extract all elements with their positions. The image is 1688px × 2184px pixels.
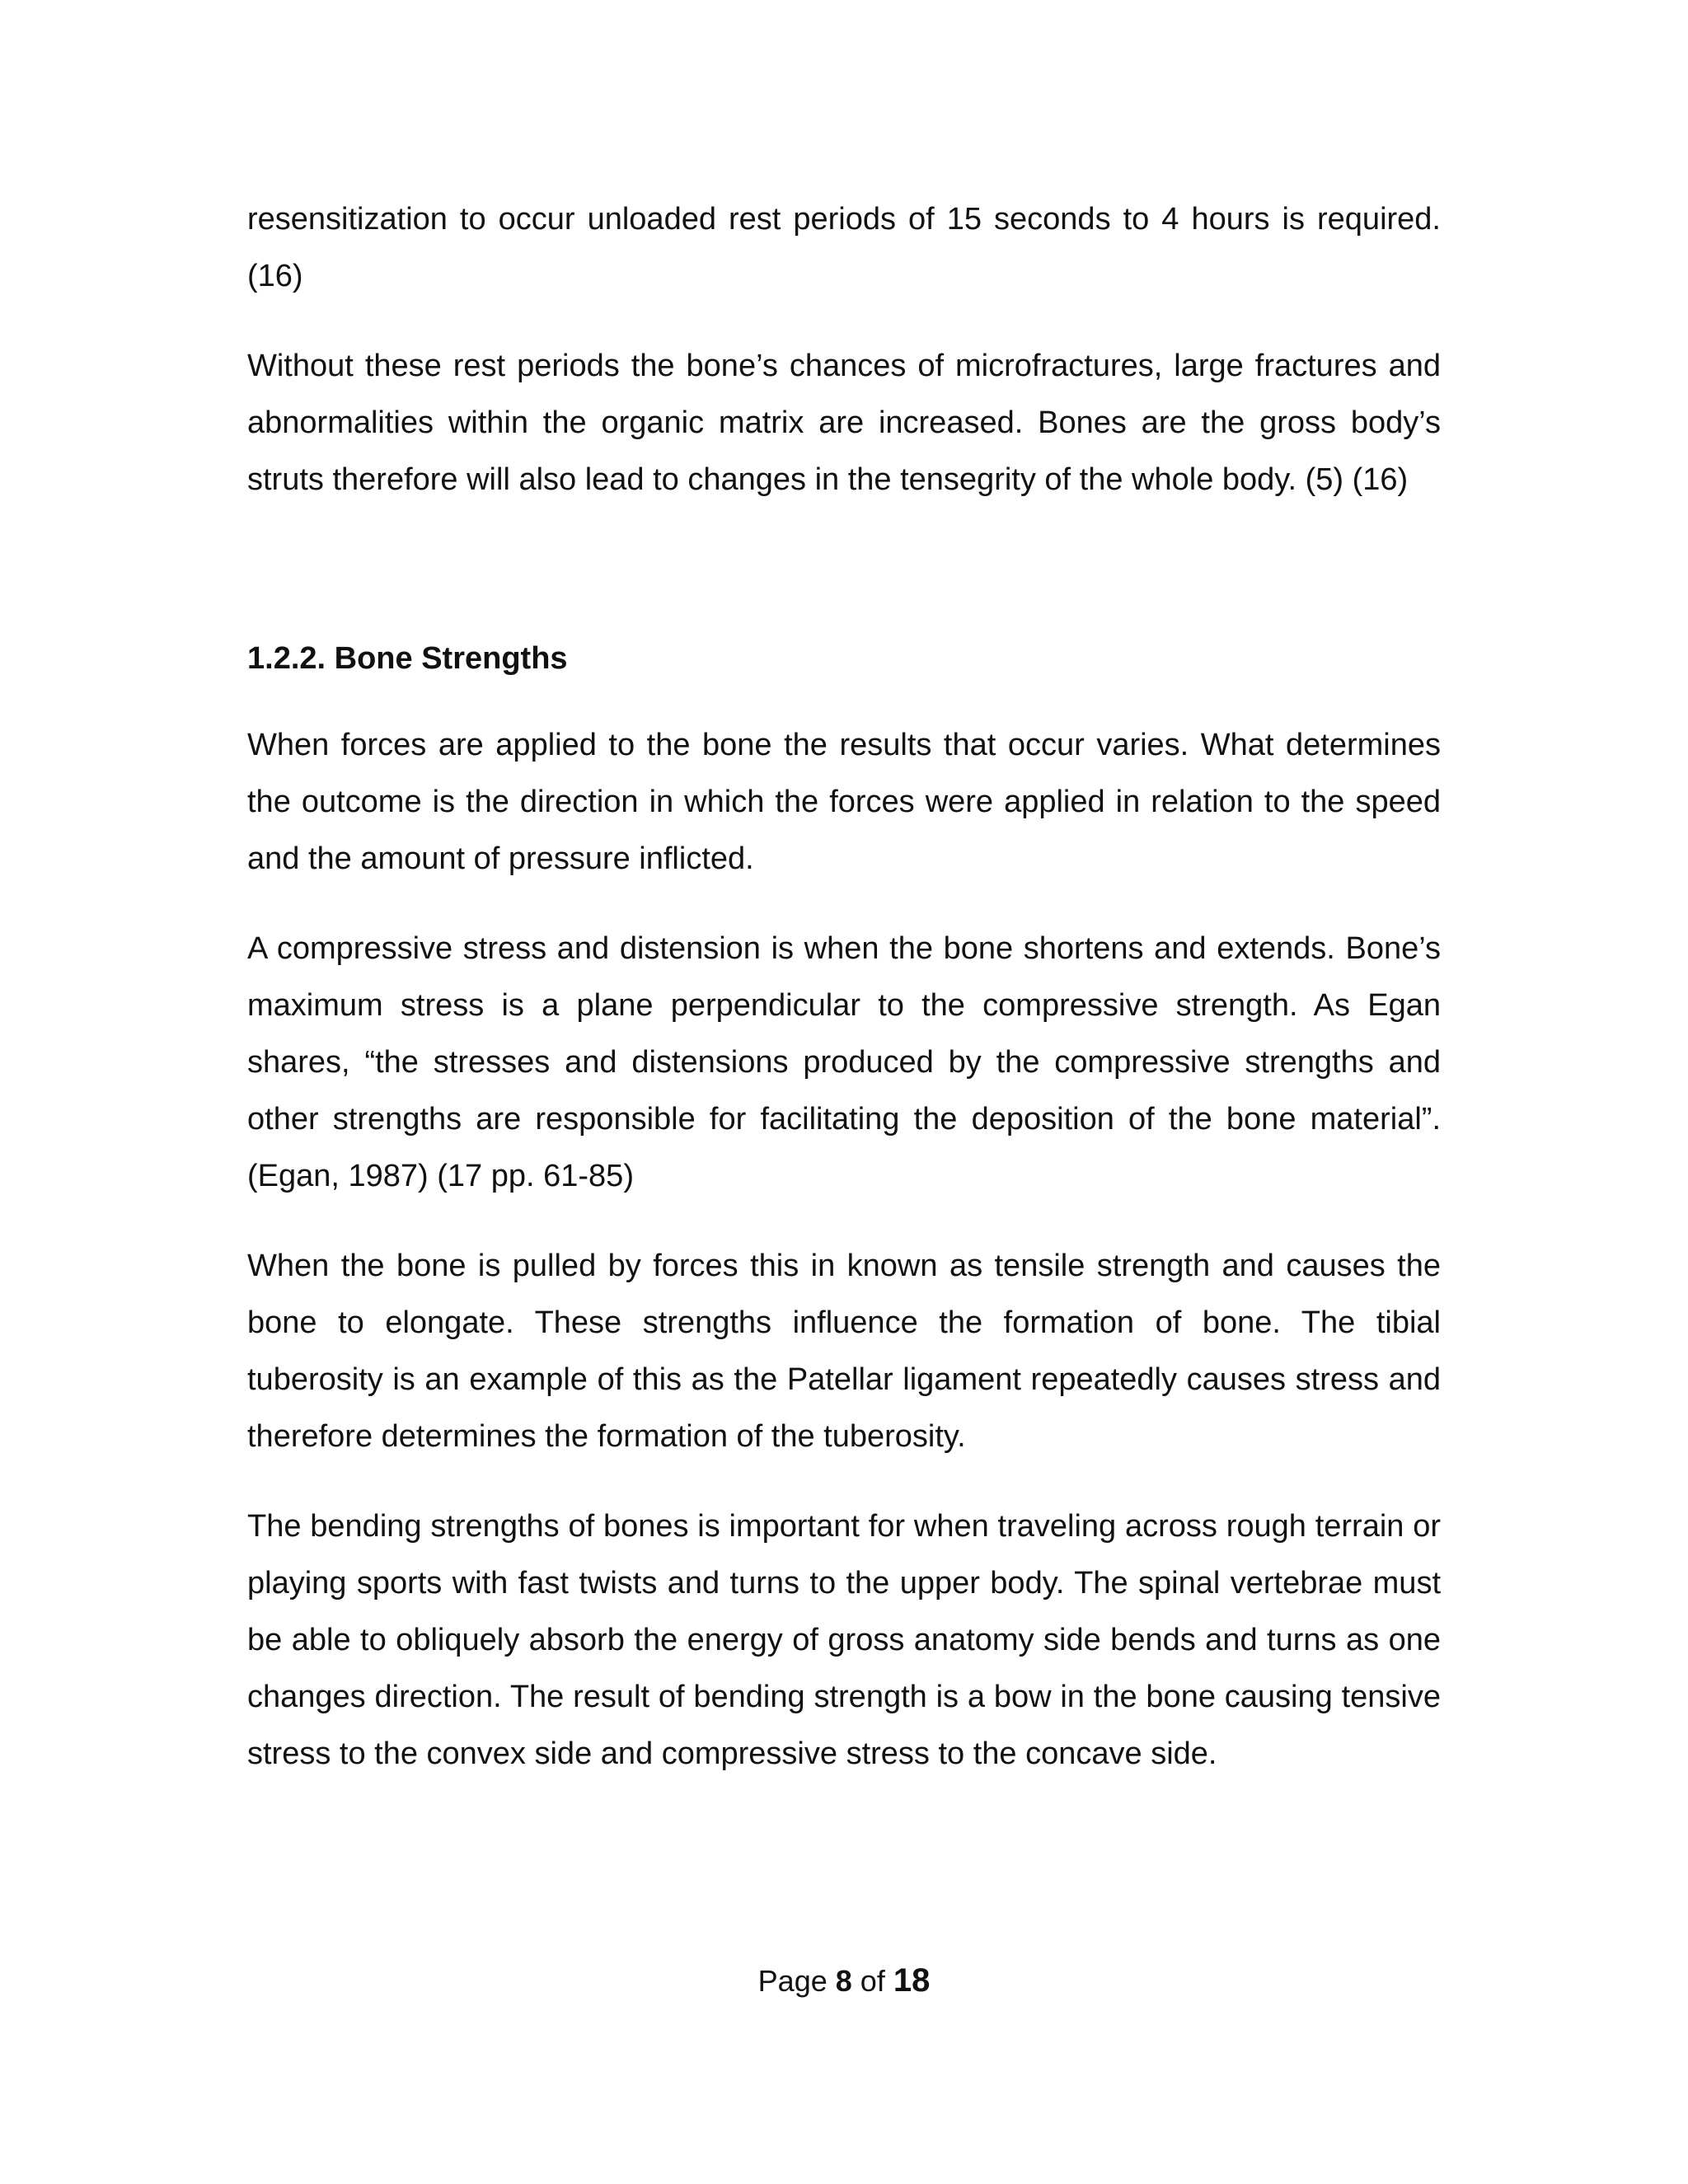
page-content: [247, 191, 1441, 1783]
page-footer: [0, 1960, 1688, 2002]
page-word: Page: [757, 1964, 828, 1998]
paragraph-bending-strength: The bending strengths of bones is important for when traveling across rough terrain or playing sports with fast twists and turns to the upper body. The spinal vertebrae must be able to obliquely absorb the energy of gross anatomy side bends and turns as one changes direction. The result of bending strength is a bow in the bone causing tensive stress to the convex side and compressive stress to the concave side.: [247, 1509, 1441, 1771]
current-page-number: 8: [835, 1964, 852, 1998]
total-pages-number: 18: [893, 1962, 931, 1999]
paragraph-tensile-strength: When the bone is pulled by forces this in known as tensile strength and causes the bone to elongate. These strengths influence the formation of bone. The tibial tuberosity is an example of this as the Patellar ligament repeatedly causes stress and therefore determines the formation of the tuberosity.: [247, 1249, 1441, 1454]
section-heading: 1.2.2. Bone Strengths: [247, 641, 568, 676]
paragraph-forces-applied: When forces are applied to the bone the results that occur varies. What determines the outcome is the direction in which the forces were applied in relation to the speed and the amount of pressure inflicted.: [247, 728, 1441, 876]
of-word: of: [860, 1964, 885, 1998]
paragraph-microfractures: Without these rest periods the bone’s chances of microfractures, large fractures and abnormalities within the organic matrix are increased. Bones are the gross body’s struts therefore will also lead to changes in the tensegrity of the whole body. (5) (16): [247, 349, 1441, 497]
paragraph-rest-periods: resensitization to occur unloaded rest periods of 15 seconds to 4 hours is required. (16): [247, 202, 1441, 293]
paragraph-compressive-stress: A compressive stress and distension is when the bone shortens and extends. Bone’s maximum stress is a plane perpendicular to the compressive strength. As Egan shares, “the stresses and distensions produced by the compressive strengths and other strengths are responsible for facilitating the deposition of the bone material”. (Egan, 1987) (17 pp. 61-85): [247, 931, 1441, 1193]
